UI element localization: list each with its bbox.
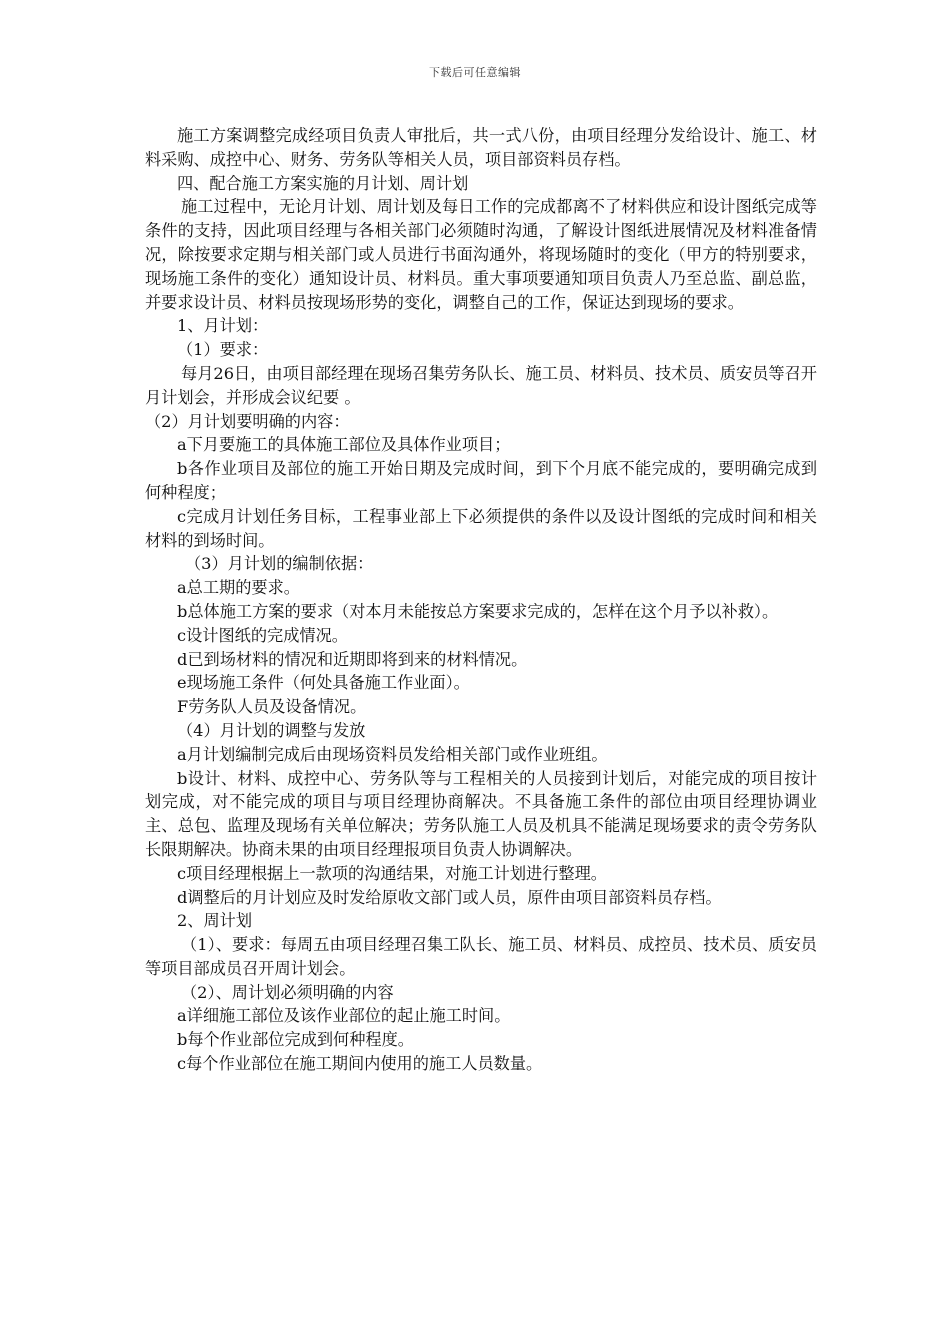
- paragraph: d调整后的月计划应及时发给原收文部门或人员，原件由项目部资料员存档。: [177, 887, 722, 907]
- paragraph: e现场施工条件（何处具备施工作业面）。: [177, 673, 470, 693]
- paragraph: （2）、周计划必须明确的内容: [181, 982, 394, 1002]
- paragraph: b各作业项目及部位的施工开始日期及完成时间，到下个月底不能完成的，要明确完成到何种程度；: [145, 459, 817, 502]
- paragraph: （2）月计划要明确的内容：: [145, 411, 350, 431]
- paragraph: a总工期的要求。: [177, 578, 300, 598]
- paragraph: d已到场材料的情况和近期即将到来的材料情况。: [177, 649, 528, 669]
- paragraph: b总体施工方案的要求（对本月未能按总方案要求完成的，怎样在这个月予以补救）。: [177, 601, 779, 621]
- paragraph: 施工方案调整完成经项目负责人审批后，共一式八份，由项目经理分发给设计、施工、材料采购、成控中心、财务、劳务队等相关人员，项目部资料员存档。: [145, 126, 817, 169]
- paragraph: c完成月计划任务目标，工程事业部上下必须提供的条件以及设计图纸的完成时间和相关材料的到场时间。: [145, 506, 817, 550]
- paragraph: b设计、材料、成控中心、劳务队等与工程相关的人员接到计划后，对能完成的项目按计划完成，对不能完成的项目与项目经理协商解决。不具备施工条件的部位由项目经理协调业主、总包、监理及现场有关单位解决；劳务队施工人员及机具不能满足现场要求的责令劳务队长限期解决。协商未果的由项目经理报项目负责人协调解决。: [145, 768, 817, 859]
- paragraph: a月计划编制完成后由现场资料员发给相关部门或作业班组。: [177, 744, 608, 764]
- paragraph: F劳务队人员及设备情况。: [177, 697, 367, 717]
- paragraph: 2、周计划: [177, 911, 253, 931]
- paragraph: b每个作业部位完成到何种程度。: [177, 1030, 414, 1050]
- paragraph: c设计图纸的完成情况。: [177, 625, 348, 645]
- paragraph: （1）、要求：每周五由项目经理召集工队长、施工员、材料员、成控员、技术员、质安员等项目部成员召开周计划会。: [145, 935, 817, 978]
- paragraph: a详细施工部位及该作业部位的起止施工时间。: [177, 1006, 511, 1026]
- page-header-note: 下载后可任意编辑: [429, 66, 521, 79]
- paragraph: a下月要施工的具体施工部位及具体作业项目；: [177, 435, 511, 455]
- paragraph: （4）月计划的调整与发放: [177, 720, 366, 740]
- paragraph: 施工过程中，无论月计划、周计划及每日工作的完成都离不了材料供应和设计图纸完成等条件的支持，因此项目经理与各相关部门必须随时沟通，了解设计图纸进展情况及材料准备情况，除按要求定期与相关部门或人员进行书面沟通外，将现场随时的变化（甲方的特别要求，现场施工条件的变化）通知设计员、材料员。重大事项要通知项目负责人乃至总监、副总监，并要求设计员、材料员按现场形势的变化，调整自己的工作，保证达到现场的要求。: [145, 197, 817, 312]
- paragraph: c项目经理根据上一款项的沟通结果，对施工计划进行整理。: [177, 863, 607, 883]
- paragraph: 四、配合施工方案实施的月计划、周计划: [177, 173, 469, 193]
- document-body: [145, 124, 817, 1076]
- paragraph: （1）要求：: [177, 340, 269, 360]
- paragraph: c每个作业部位在施工期间内使用的施工人员数量。: [177, 1054, 543, 1074]
- paragraph: 每月26日，由项目部经理在现场召集劳务队长、施工员、材料员、技术员、质安员等召开月计划会，并形成会议纪要 。: [145, 363, 817, 407]
- paragraph: 1、月计划：: [177, 316, 269, 336]
- paragraph: （3）月计划的编制依据：: [185, 554, 374, 574]
